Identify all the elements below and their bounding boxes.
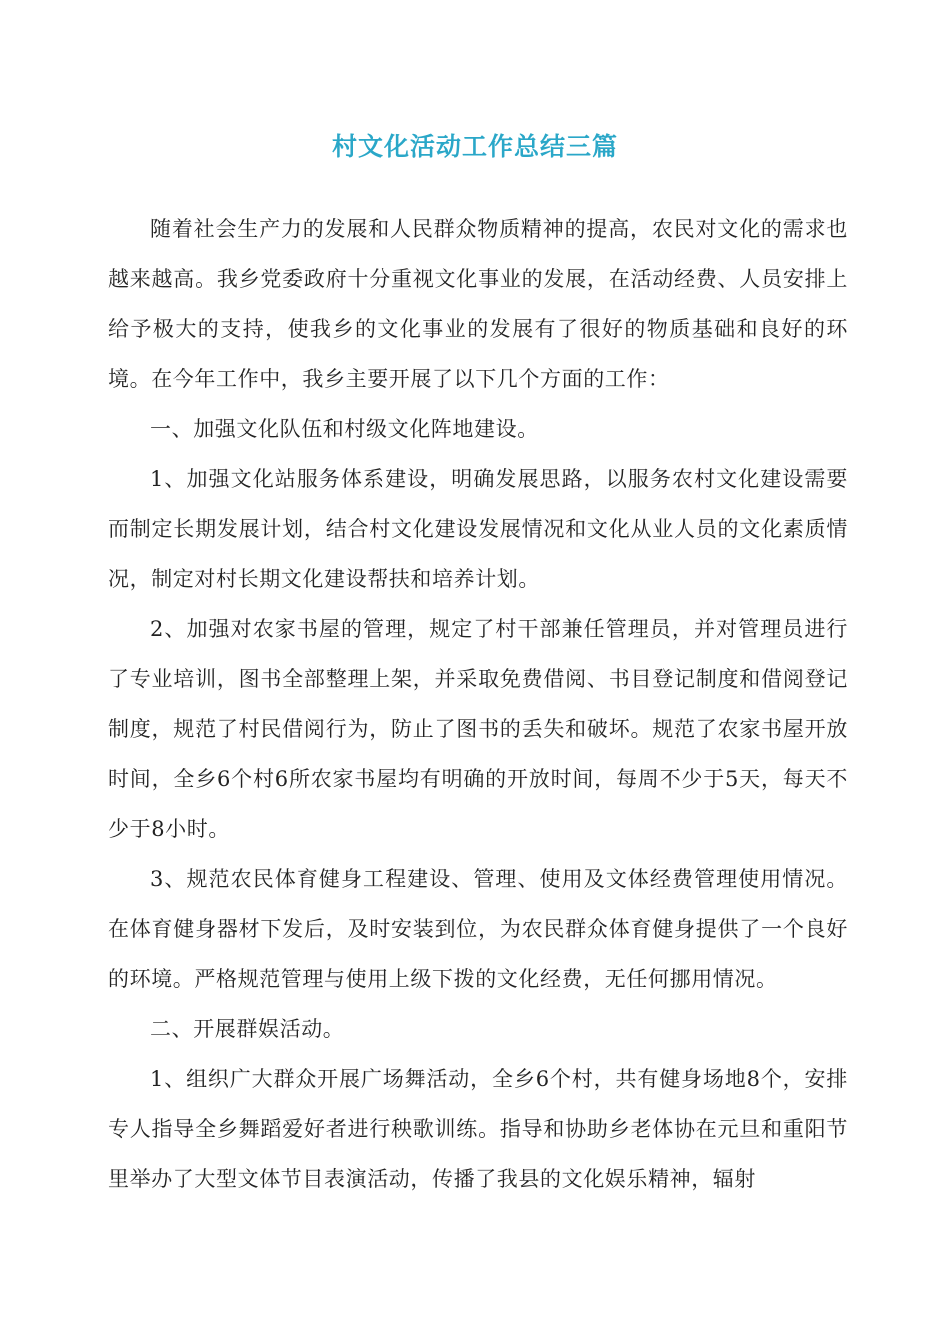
paragraph-1-1: 1、加强文化站服务体系建设，明确发展思路，以服务农村文化建设需要而制定长期发展计划，结合村文化建设发展情况和文化从业人员的文化素质情况，制定对村长期文化建设帮扶和培养计划。: [108, 467, 848, 591]
paragraph-2-1: 1、组织广大群众开展广场舞活动，全乡6个村，共有健身场地8个，安排专人指导全乡舞蹈爱好者进行秧歌训练。指导和协助乡老体协在元旦和重阳节里举办了大型文体节目表演活动，传播了我县的文化娱乐精神，辐射: [108, 1067, 848, 1191]
section-heading-2: 二、开展群娱活动。: [150, 1017, 345, 1041]
document-body: [108, 204, 848, 1204]
document-title: 村文化活动工作总结三篇: [331, 131, 618, 161]
paragraph-intro: 随着社会生产力的发展和人民群众物质精神的提高，农民对文化的需求也越来越高。我乡党委政府十分重视文化事业的发展，在活动经费、人员安排上给予极大的支持，使我乡的文化事业的发展有了很好的物质基础和良好的环境。在今年工作中，我乡主要开展了以下几个方面的工作：: [108, 217, 848, 391]
paragraph-1-3: 3、规范农民体育健身工程建设、管理、使用及文体经费管理使用情况。在体育健身器材下发后，及时安装到位，为农民群众体育健身提供了一个良好的环境。严格规范管理与使用上级下拨的文化经费，无任何挪用情况。: [108, 867, 848, 991]
section-heading-1: 一、加强文化队伍和村级文化阵地建设。: [150, 417, 539, 441]
paragraph-1-2: 2、加强对农家书屋的管理，规定了村干部兼任管理员，并对管理员进行了专业培训，图书全部整理上架，并采取免费借阅、书目登记制度和借阅登记制度，规范了村民借阅行为，防止了图书的丢失和破坏。规范了农家书屋开放时间，全乡6个村6所农家书屋均有明确的开放时间，每周不少于5天，每天不少于8小时。: [108, 617, 848, 841]
